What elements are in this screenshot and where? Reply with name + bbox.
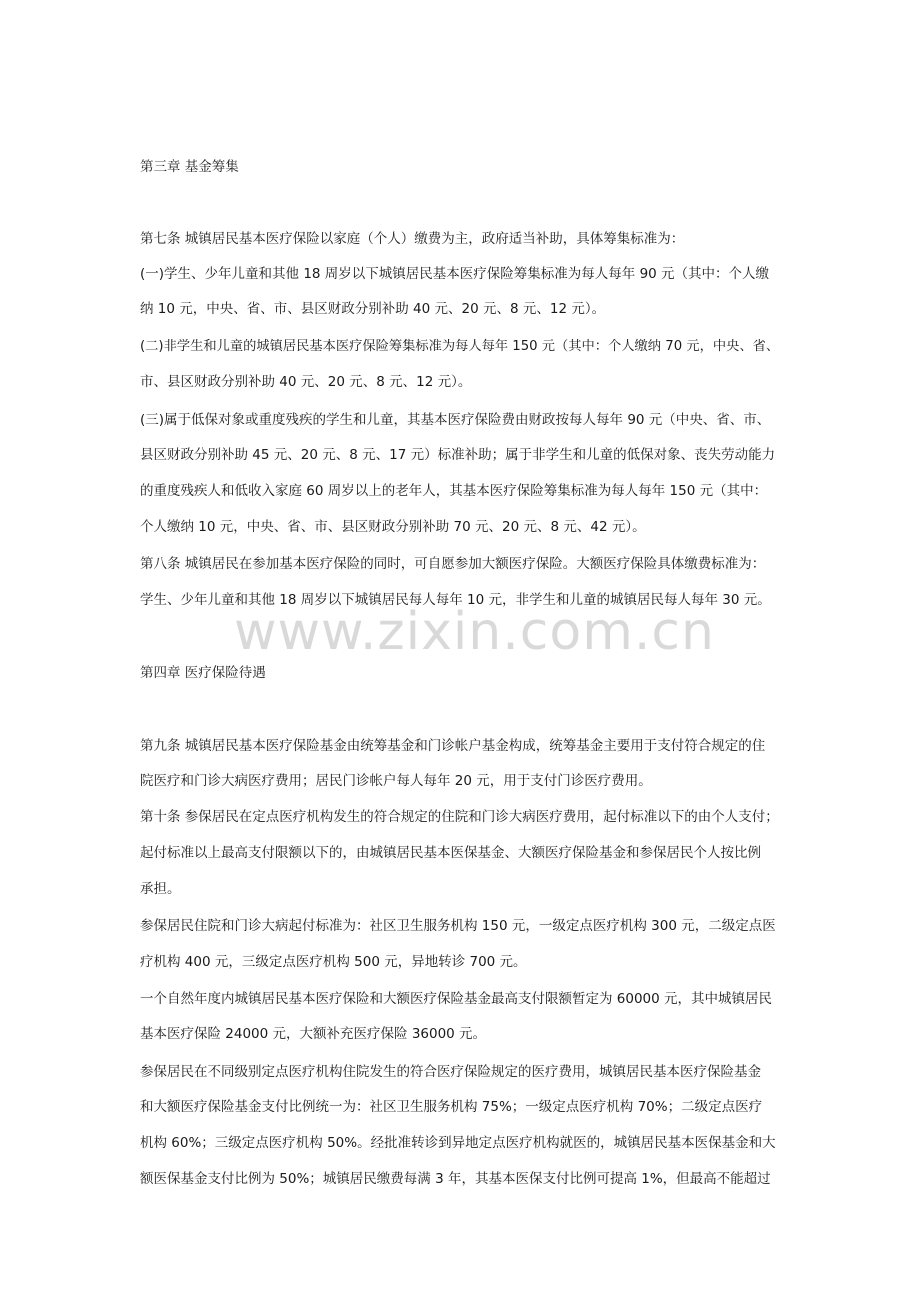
text-line: 参保居民在不同级别定点医疗机构住院发生的符合医疗保险规定的医疗费用，城镇居民基本医疗保险基金 bbox=[140, 1064, 761, 1080]
text-line: 参保居民住院和门诊大病起付标准为：社区卫生服务机构 150 元，一级定点医疗机构 300 元，二级定点医 bbox=[140, 918, 776, 934]
text-line: 基本医疗保险 24000 元，大额补充医疗保险 36000 元。 bbox=[140, 1026, 487, 1042]
text-line: 一个自然年度内城镇居民基本医疗保险和大额医疗保险基金最高支付限额暂定为 60000 元，其中城镇居民 bbox=[140, 991, 773, 1007]
text-line: 额医保基金支付比例为 50%；城镇居民缴费每满 3 年，其基本医保支付比例可提高 1%，但最高不能超过 bbox=[140, 1171, 771, 1187]
article-9-line: 第九条 城镇居民基本医疗保险基金由统筹基金和门诊帐户基金构成，统筹基金主要用于支付符合规定的住 bbox=[140, 738, 766, 754]
text-line: (二)非学生和儿童的城镇居民基本医疗保险筹集标准为每人每年 150 元（其中：个人缴纳 70 元，中央、省、 bbox=[140, 339, 780, 354]
text-line: 的重度残疾人和低收入家庭 60 周岁以上的老年人，其基本医疗保险筹集标准为每人每年 150 元（其中： bbox=[140, 483, 768, 499]
chapter-4-heading: 第四章 医疗保险待遇 bbox=[140, 665, 266, 681]
text-line: 县区财政分别补助 45 元、20 元、8 元、17 元）标准补助；属于非学生和儿童的低保对象、丧失劳动能力 bbox=[140, 447, 776, 463]
text-line: 和大额医疗保险基金支付比例统一为：社区卫生服务机构 75%；一级定点医疗机构 70%；二级定点医疗 bbox=[140, 1099, 763, 1115]
text-line: 机构 60%；三级定点医疗机构 50%。经批准转诊到异地定点医疗机构就医的，城镇居民基本医保基金和大 bbox=[140, 1135, 776, 1151]
text-line: 起付标准以上最高支付限额以下的，由城镇居民基本医保基金、大额医疗保险基金和参保居民个人按比例 bbox=[140, 845, 761, 861]
text-line: 个人缴纳 10 元，中央、省、市、县区财政分别补助 70 元、20 元、8 元、42 元）。 bbox=[140, 519, 646, 535]
text-line: 疗机构 400 元，三级定点医疗机构 500 元，异地转诊 700 元。 bbox=[140, 954, 527, 970]
text-line: 承担。 bbox=[140, 881, 181, 897]
text-line: 纳 10 元，中央、省、市、县区财政分别补助 40 元、20 元、8 元、12 元）。 bbox=[140, 301, 606, 317]
text-line: (三)属于低保对象或重度残疾的学生和儿童，其基本医疗保险费由财政按每人每年 90 元（中央、省、市、 bbox=[140, 412, 771, 428]
article-10-line: 第十条 参保居民在定点医疗机构发生的符合规定的住院和门诊大病医疗费用，起付标准以下的由个人支付； bbox=[140, 809, 779, 825]
text-line: 学生、少年儿童和其他 18 周岁以下城镇居民每人每年 10 元，非学生和儿童的城镇居民每人每年 30 元。 bbox=[140, 592, 771, 608]
article-8-line: 第八条 城镇居民在参加基本医疗保险的同时，可自愿参加大额医疗保险。大额医疗保险具体缴费标准为： bbox=[140, 556, 766, 572]
watermark: www.zixin.com.cn bbox=[234, 602, 715, 662]
text-line: 市、县区财政分别补助 40 元、20 元、8 元、12 元）。 bbox=[140, 374, 472, 390]
text-line: (一)学生、少年儿童和其他 18 周岁以下城镇居民基本医疗保险筹集标准为每人每年 90 元（其中：个人缴 bbox=[140, 266, 770, 282]
text-line: 院医疗和门诊大病医疗费用；居民门诊帐户每人每年 20 元，用于支付门诊医疗费用。 bbox=[140, 773, 652, 789]
article-7-line: 第七条 城镇居民基本医疗保险以家庭（个人）缴费为主，政府适当补助，具体筹集标准为： bbox=[140, 231, 685, 247]
chapter-3-heading: 第三章 基金筹集 bbox=[140, 159, 239, 175]
